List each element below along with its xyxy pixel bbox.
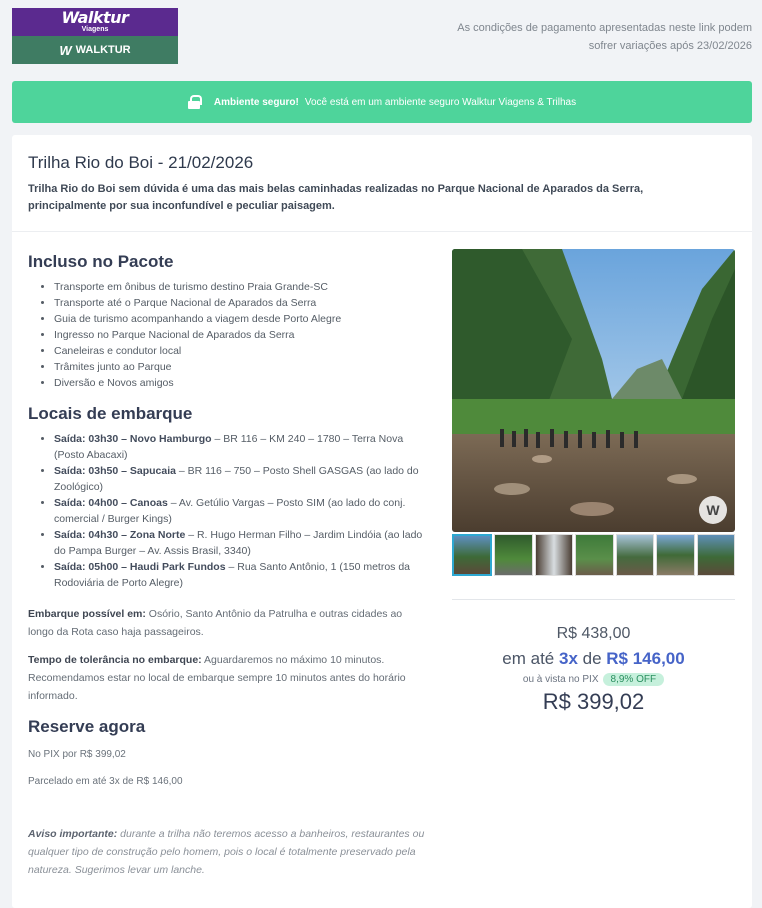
thumbnail-1[interactable] [452,534,492,576]
boarding-item [54,495,428,527]
thumbnail-2[interactable] [494,534,532,576]
trip-header [12,135,752,232]
installment-prefix: em até [502,649,559,668]
included-item: • Diversão e Novos amigos [54,375,428,391]
installment-times: 3x [558,649,578,668]
included-item: • Transporte até o Parque Nacional de Aparados da Serra [54,295,428,311]
boarding-departure: Saída: 03h30 – Novo Hamburgo [54,433,212,445]
logo-mark: W [59,42,72,58]
tolerance-label: Tempo de tolerância no embarque: [28,654,202,666]
included-item: • Transporte em ônibus de turismo destino Praia Grande-SC [54,279,428,295]
boarding-heading: Locais de embarque [28,404,193,423]
price-final: R$ 399,02 [542,689,645,714]
secure-text: Você está em um ambiente seguro Walktur Viagens & Trilhas [304,96,577,108]
price-divider [452,599,735,600]
logo[interactable] [12,8,178,64]
included-heading: Incluso no Pacote [28,252,174,271]
tolerance-text: Aguardaremos no máximo 10 minutos. Recomendamos estar no local de embarque sempre 10 minutos antes do horário informado. [28,654,406,702]
reserve-installment: Parcelado em até 3x de R$ 146,00 [28,776,183,787]
boarding-address: – BR 116 – KM 240 – 1780 – Terra Nova (Posto Abacaxi) [54,433,404,461]
thumbnail-4[interactable] [575,534,613,576]
possible-boarding [28,605,428,641]
trip-photo[interactable] [452,249,735,532]
logo-bottom [12,36,178,64]
thumbnail-3[interactable] [535,534,573,576]
included-item: • Guia de turismo acompanhando a viagem desde Porto Alegre [54,311,428,327]
thumbnail-7[interactable] [697,534,735,576]
logo-sub: Viagens [81,26,109,33]
included-item: • Ingresso no Parque Nacional de Aparados da Serra [54,327,428,343]
trip-title: Trilha Rio do Boi - 21/02/2026 [28,153,254,172]
price-box [452,625,735,715]
boarding-departure: Saída: 04h30 – Zona Norte [54,529,186,541]
boarding-item [54,559,428,591]
possible-boarding-label: Embarque possível em: [28,608,146,620]
logo-top [12,8,178,36]
important-notice-label: Aviso importante: [28,828,118,840]
thumbnail-5[interactable] [616,534,654,576]
boarding-departure: Saída: 05h00 – Haudi Park Fundos [54,561,226,573]
boarding-address: – Av. Getúlio Vargas – Posto SIM (ao lado do conj. comercial / Burger Kings) [54,497,406,525]
trip-description: Trilha Rio do Boi sem dúvida é uma das mais belas caminhadas realizadas no Parque Nacional de Aparados da Serra, principalmente por sua inconfundível e peculiar paisagem. [28,183,644,212]
important-notice-text: durante a trilha não teremos acesso a banheiros, restaurantes ou qualquer tipo de construção pelo homem, pois o local é totalmente preservado pela natureza. Sugerimos levar um lanche. [28,828,425,876]
trip-details [28,252,428,879]
boarding-departure: Saída: 03h50 – Sapucaia [54,465,176,477]
lock-icon [188,95,200,109]
included-item: • Trâmites junto ao Parque [54,359,428,375]
included-list [28,279,428,391]
secure-title: Ambiente seguro! [213,96,299,108]
included-item: • Caneleiras e condutor local [54,343,428,359]
secure-banner [12,81,752,123]
boarding-address: – R. Hugo Herman Filho – Jardim Lindóia (ao lado do Pampa Burger – Av. Assis Brasil, 3340) [54,529,423,557]
reserve-pix: No PIX por R$ 399,02 [28,749,126,760]
pix-label: ou à vista no PIX [522,674,599,685]
possible-boarding-text: Osório, Santo Antônio da Patrulha e outras cidades ao longo da Rota caso haja passageiros. [28,608,403,638]
payment-conditions-note: As condições de pagamento apresentadas neste link podem sofrer variações após 23/02/2026 [457,22,752,52]
thumbnail-strip [452,534,735,576]
installment-mid: de [577,649,607,668]
important-notice [28,825,428,879]
logo-brand: Walktur [61,8,129,27]
thumbnail-6[interactable] [656,534,694,576]
boarding-list [28,431,428,591]
boarding-address: – BR 116 – 750 – Posto Shell GASGAS (ao lado do Zoológico) [54,465,419,493]
price-installment [452,649,735,669]
boarding-departure: Saída: 04h00 – Canoas [54,497,168,509]
photo-watermark-icon: W [699,496,727,524]
boarding-item [54,431,428,463]
trip-photo-image [452,249,735,532]
reserve-heading: Reserve agora [28,717,146,736]
trip-card [12,135,752,908]
discount-badge: 8,9% OFF [603,673,665,686]
boarding-item [54,527,428,559]
pix-line [452,673,735,686]
installment-value: R$ 146,00 [606,649,685,668]
boarding-item [54,463,428,495]
boarding-address: – Rua Santo Antônio, 1 (150 metros da Rodoviária de Porto Alegre) [54,561,411,589]
price-original: R$ 438,00 [556,625,631,642]
logo-text: WALKTUR [75,44,131,56]
tolerance-note [28,651,428,705]
